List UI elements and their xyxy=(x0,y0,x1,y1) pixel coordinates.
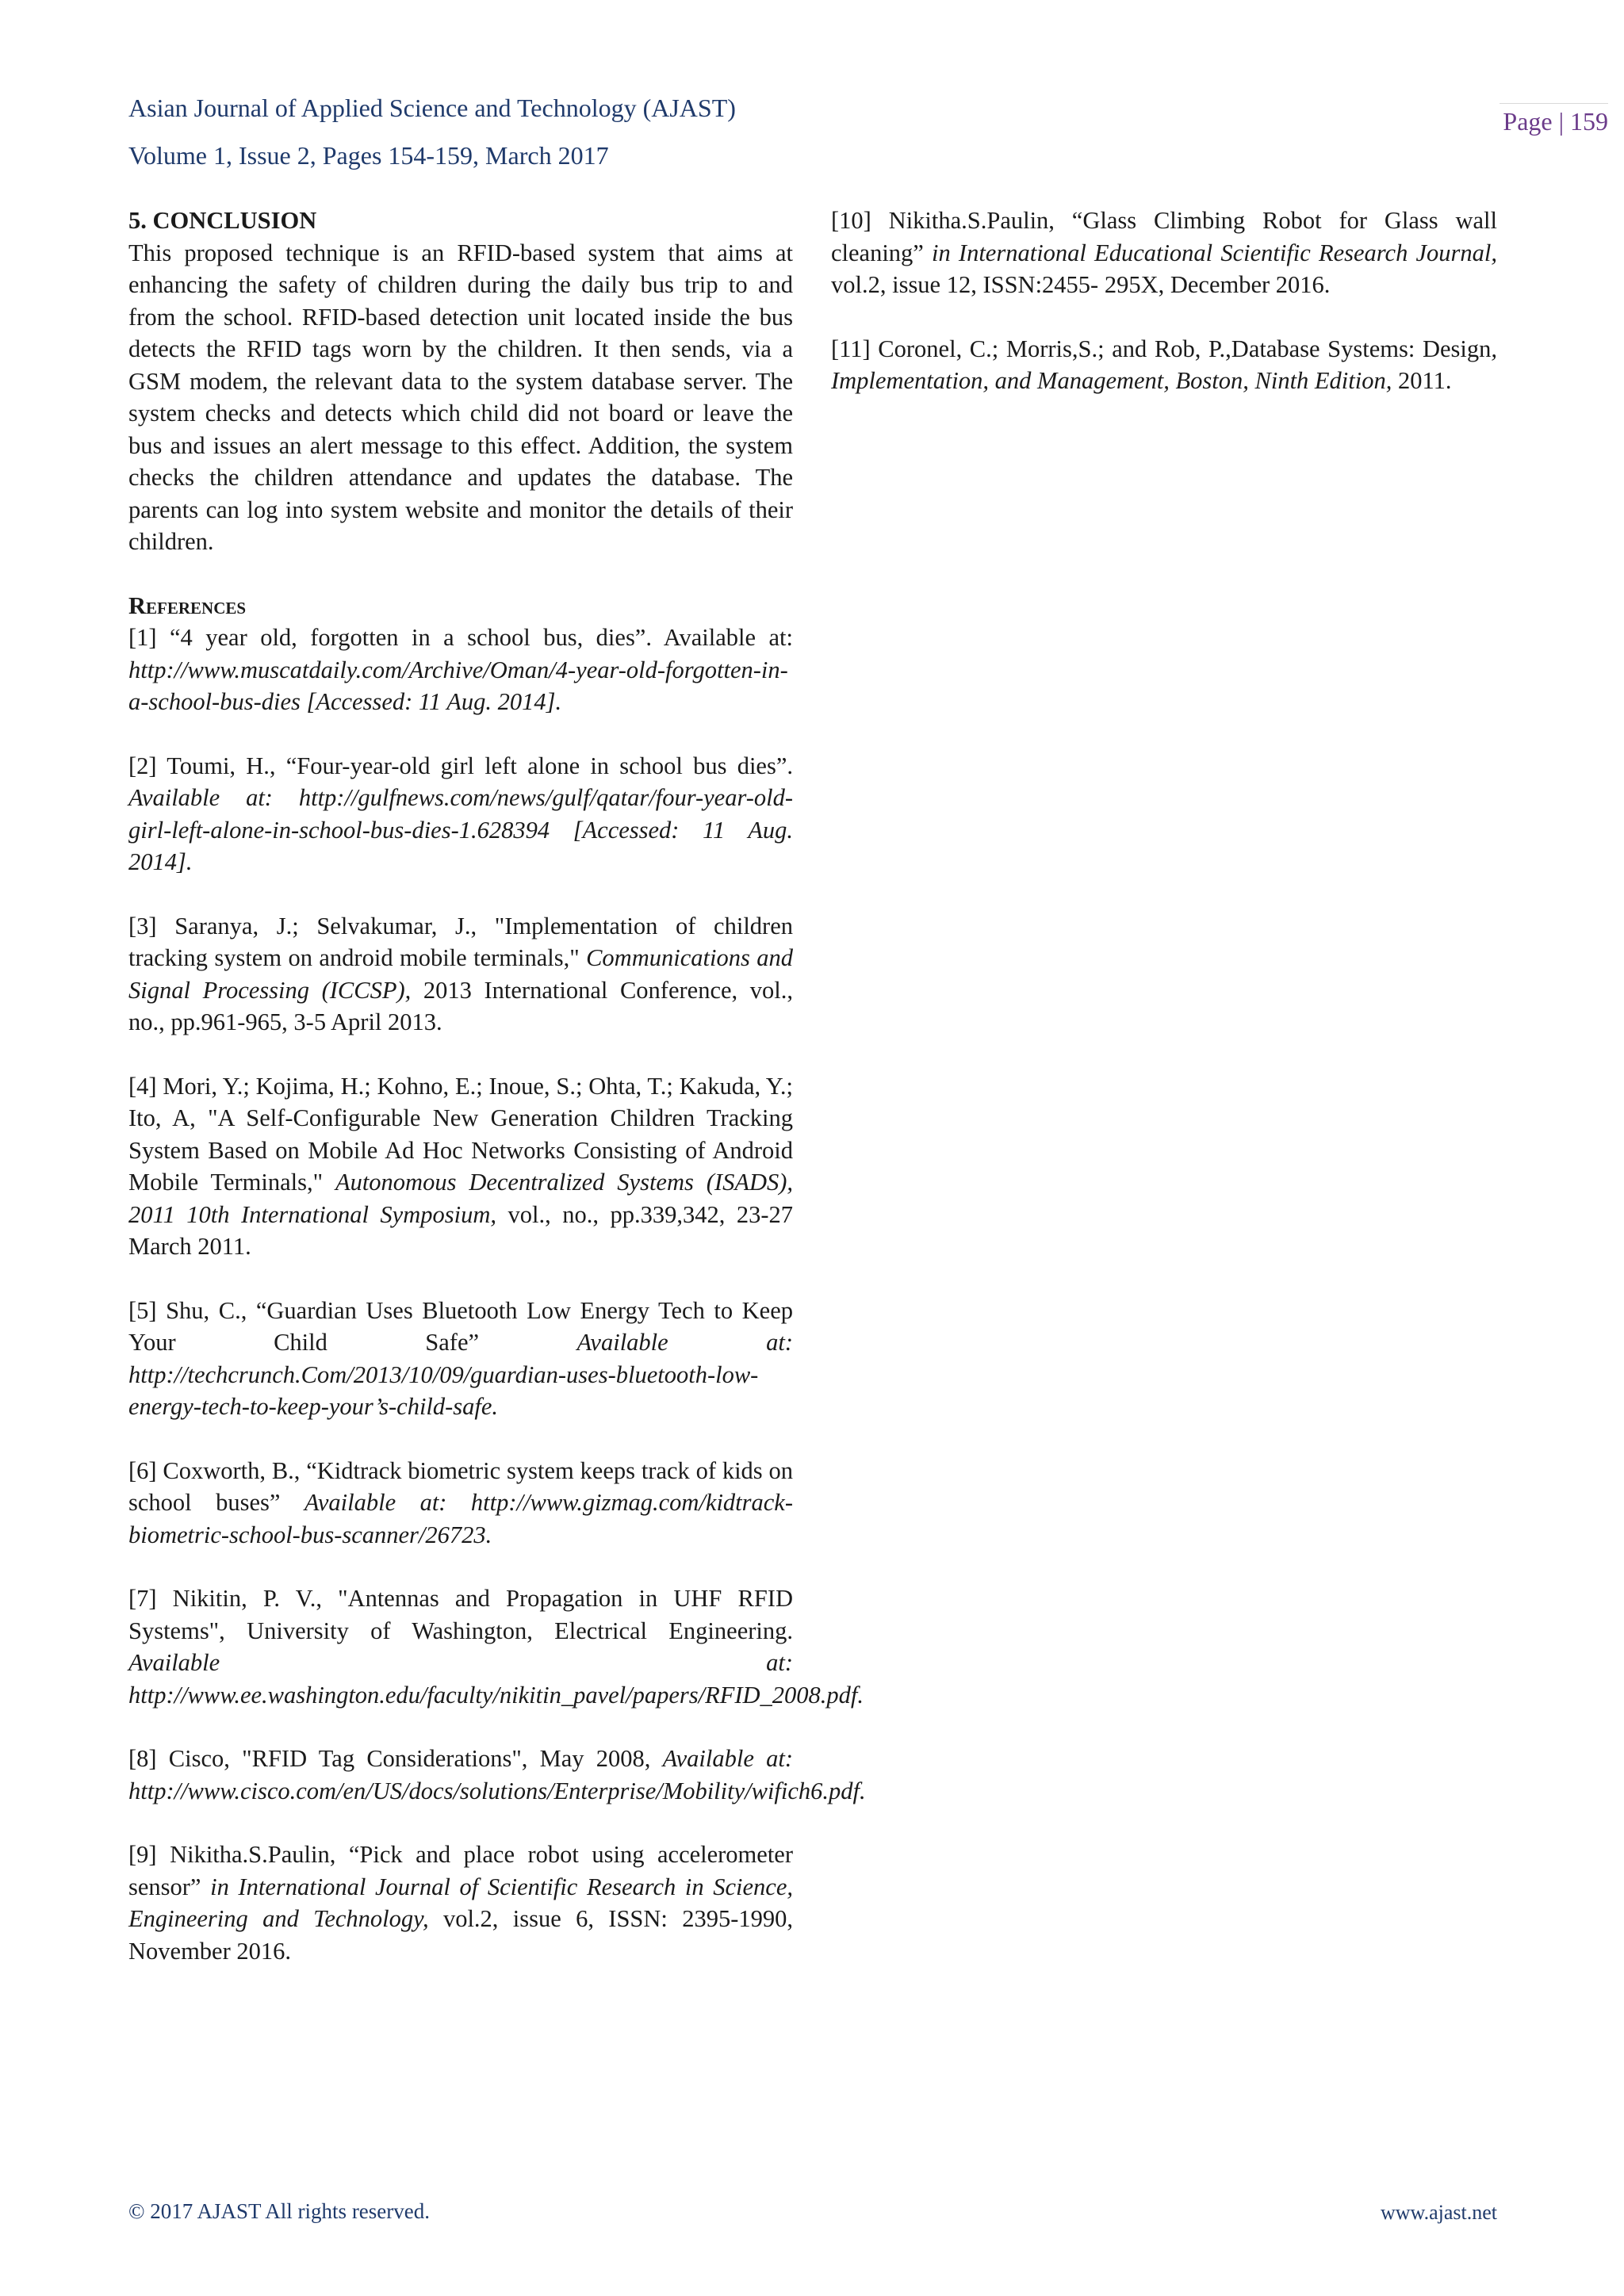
copyright-notice: © 2017 AJAST All rights reserved. xyxy=(128,2199,431,2223)
reference-6: [6] Coxworth, B., “Kidtrack biometric system keeps track of kids on school buses” Available at: http://www.gizmag.com/kidtrack-biometric-school-bus-scanner/26723. xyxy=(128,1456,793,1548)
reference-8: [8] Cisco, "RFID Tag Considerations", May 2008, Available at: http://www.cisco.com/en/US/docs/solutions/Enterprise/Mobility/wifich6.pdf. xyxy=(128,1745,866,1804)
left-column xyxy=(128,205,866,1999)
volume-info: Volume 1, Issue 2, Pages 154-159, March 2017 xyxy=(128,141,609,170)
page-number: Page | 159 xyxy=(1500,103,1608,137)
reference-9: [9] Nikitha.S.Paulin, “Pick and place robot using accelerometer sensor” in International Journal of Scientific Research in Science, Engineering and Technology, vol.2, issue 6, ISSN: 2395-1990, November 2016. xyxy=(128,1841,793,1965)
reference-7: [7] Nikitin, P. V., "Antennas and Propagation in UHF RFID Systems", University of Washington, Electrical Engineering. Available at: http://www.ee.washington.edu/faculty/nikitin_pavel/papers/RFID_2008.pdf. xyxy=(128,1585,864,1709)
reference-4: [4] Mori, Y.; Kojima, H.; Kohno, E.; Inoue, S.; Ohta, T.; Kakuda, Y.; Ito, A, "A Self-Configurable New Generation Children Tracking System Based on Mobile Ad Hoc Networks Consisting of Android Mobile Terminals," Autonomous Decentralized Systems (ISADS), 2011 10th International Symposium, vol., no., pp.339,342, 23-27 March 2011. xyxy=(128,1072,794,1260)
reference-2: [2] Toumi, H., “Four-year-old girl left alone in school bus dies”. Available at: http://gulfnews.com/news/gulf/qatar/four-year-old-girl-left-alone-in-school-bus-dies-1.628394 [Accessed: 11 Aug. 2014]. xyxy=(128,752,793,875)
right-column xyxy=(831,205,1497,429)
reference-10: [10] Nikitha.S.Paulin, “Glass Climbing Robot for Glass wall cleaning” in International Educational Scientific Research Journal, vol.2, issue 12, ISSN:2455- 295X, December 2016. xyxy=(831,207,1497,298)
conclusion-heading: 5. CONCLUSION xyxy=(128,207,317,234)
references-heading: References xyxy=(128,591,247,619)
reference-5: [5] Shu, C., “Guardian Uses Bluetooth Low Energy Tech to Keep Your Child Safe” Available at: http://techcrunch.Com/2013/10/09/guardian-uses-bluetooth-low-energy-tech-to-keep-your’s-child-safe. xyxy=(128,1296,794,1420)
website-link[interactable]: www.ajast.net xyxy=(1380,2201,1497,2224)
reference-1: [1] “4 year old, forgotten in a school bus, dies”. Available at: http://www.muscatdaily.com/Archive/Oman/4-year-old-forgotten-in-a-school-bus-dies [Accessed: 11 Aug. 2014]. xyxy=(128,624,793,715)
reference-11: [11] Coronel, C.; Morris,S.; and Rob, P.,Database Systems: Design, Implementation, and Management, Boston, Ninth Edition, 2011. xyxy=(831,335,1497,394)
conclusion-text: This proposed technique is an RFID-based system that aims at enhancing the safety of children during the daily bus trip to and from the school. RFID-based detection unit located inside the bus detects the RFID tags worn by the children. It then sends, via a GSM modem, the relevant data to the system database server. The system checks and detects which child did not board or leave the bus and issues an alert message to this effect. Addition, the system checks the children attendance and updates the database. The parents can log into system website and monitor the details of their children. xyxy=(128,239,793,555)
reference-3: [3] Saranya, J.; Selvakumar, J., "Implementation of children tracking system on android mobile terminals," Communications and Signal Processing (ICCSP), 2013 International Conference, vol., no., pp.961-965, 3-5 April 2013. xyxy=(128,912,793,1035)
journal-title: Asian Journal of Applied Science and Technology (AJAST) xyxy=(128,94,736,122)
